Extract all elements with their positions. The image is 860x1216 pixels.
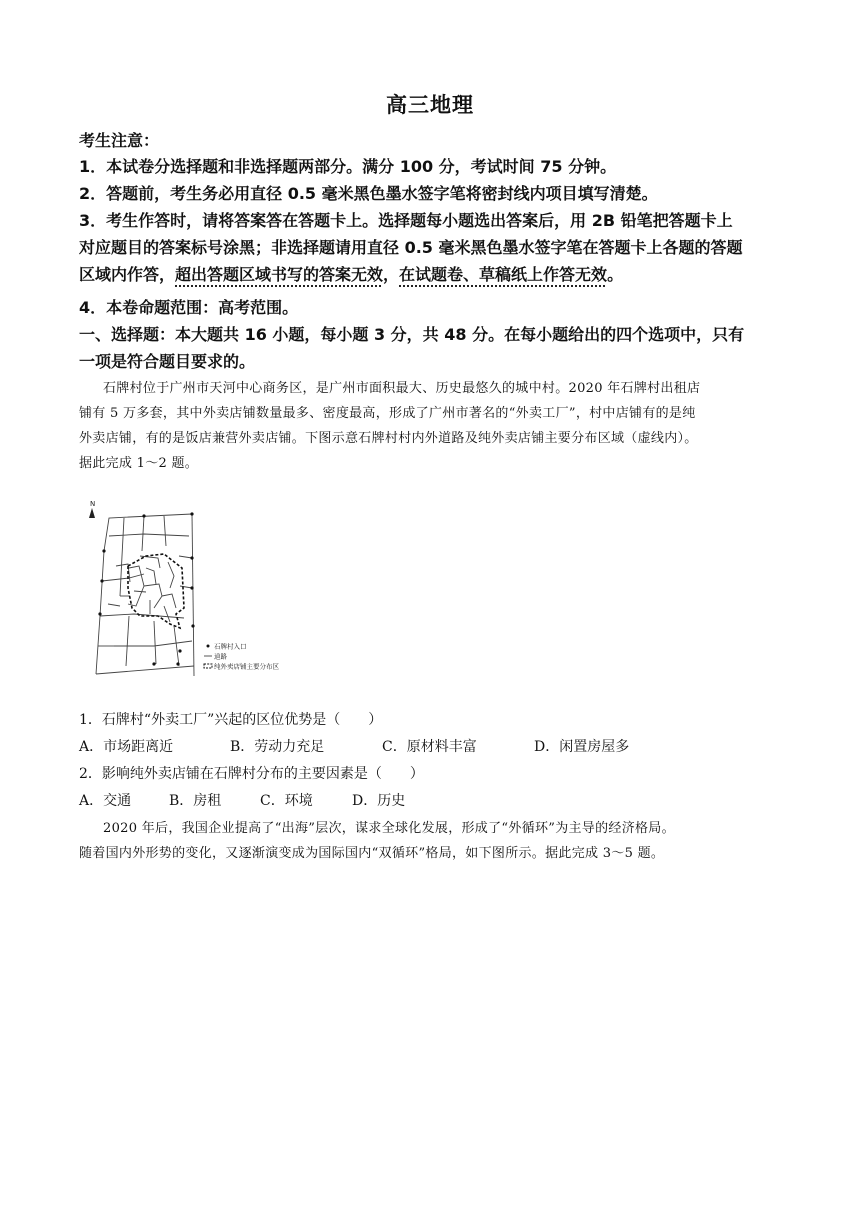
page-title: 高三地理 bbox=[386, 93, 474, 117]
shipai-village-road-map bbox=[84, 496, 309, 686]
notice-item-2: 2．答题前，考生务必用直径 0.5 毫米黑色墨水签字笔将密封线内项目填写清楚。 bbox=[79, 184, 658, 203]
legend-road-label: 道路 bbox=[214, 652, 227, 661]
north-label: N bbox=[90, 500, 96, 508]
legend-entrance-label: 石牌村入口 bbox=[214, 642, 247, 651]
section-1-heading-line-1: 一、选择题：本大题共 16 小题，每小题 3 分，共 48 分。在每小题给出的四个选项中，只有 bbox=[79, 325, 745, 344]
notice-item-3-plain: 区域内作答， bbox=[79, 265, 176, 284]
legend-area-label: 纯外卖店铺主要分布区 bbox=[214, 662, 279, 671]
notice-item-4: 4．本卷命题范围：高考范围。 bbox=[79, 298, 299, 317]
passage-1-line-2: 铺有 5 万多套，其中外卖店铺数量最多、密度最高，形成了广州市著名的“外卖工厂”，村中店铺有的是纯 bbox=[79, 406, 696, 421]
notice-item-3-line-3 bbox=[79, 265, 784, 285]
notice-heading: 考生注意： bbox=[79, 131, 160, 150]
question-1-options bbox=[79, 738, 629, 756]
question-2-option-d[interactable]: D．历史 bbox=[352, 793, 406, 809]
section-1-heading-line-2: 一项是符合题目要求的。 bbox=[79, 352, 256, 371]
passage-1-line-4: 据此完成 1～2 题。 bbox=[79, 456, 199, 471]
passage-1-line-1: 石牌村位于广州市天河中心商务区，是广州市面积最大、历史最悠久的城中村。2020 年石牌村出租店 bbox=[103, 381, 701, 396]
legend-entrance-icon bbox=[207, 645, 210, 648]
question-1-option-a[interactable]: A．市场距离近 bbox=[79, 739, 174, 755]
question-2-option-b[interactable]: B．房租 bbox=[169, 793, 222, 809]
notice-item-3-line-1: 3．考生作答时，请将答案答在答题卡上。选择题每小题选出答案后，用 2B 铅笔把答题卡上 bbox=[79, 211, 733, 230]
question-2-option-c[interactable]: C．环境 bbox=[260, 793, 313, 809]
notice-item-3-end: 。 bbox=[607, 265, 624, 284]
notice-item-3-line-2: 对应题目的答案标号涂黑；非选择题请用直径 0.5 毫米黑色墨水签字笔在答题卡上各题的答题 bbox=[79, 238, 743, 257]
question-2-stem: 2．影响纯外卖店铺在石牌村分布的主要因素是（ ） bbox=[79, 766, 424, 782]
notice-item-1: 1．本试卷分选择题和非选择题两部分。满分 100 分，考试时间 75 分钟。 bbox=[79, 157, 617, 176]
question-1-option-d[interactable]: D．闲置房屋多 bbox=[534, 739, 630, 755]
notice-item-3-comma: ， bbox=[383, 265, 400, 284]
question-1-stem: 1．石牌村“外卖工厂”兴起的区位优势是（ ） bbox=[79, 712, 383, 728]
question-1-option-c[interactable]: C．原材料丰富 bbox=[382, 739, 477, 755]
north-arrow-icon bbox=[89, 508, 95, 518]
notice-item-3-emphasis-2: 在试题卷、草稿纸上作答无效 bbox=[399, 265, 608, 284]
passage-1-line-3: 外卖店铺，有的是饭店兼营外卖店铺。下图示意石牌村村内外道路及纯外卖店铺主要分布区域（虚线内）。 bbox=[79, 431, 698, 446]
passage-2-line-2: 随着国内外形势的变化，又逐渐演变成为国际国内“双循环”格局，如下图所示。据此完成 3～5 题。 bbox=[79, 846, 665, 861]
legend-area-icon bbox=[204, 664, 212, 668]
notice-item-3-emphasis-1: 超出答题区域书写的答案无效 bbox=[175, 265, 384, 284]
question-2-option-a[interactable]: A．交通 bbox=[79, 793, 132, 809]
question-2-options bbox=[79, 792, 405, 810]
question-1-option-b[interactable]: B．劳动力充足 bbox=[230, 739, 325, 755]
passage-2-line-1: 2020 年后，我国企业提高了“出海”层次，谋求全球化发展，形成了“外循环”为主导的经济格局。 bbox=[103, 821, 675, 836]
